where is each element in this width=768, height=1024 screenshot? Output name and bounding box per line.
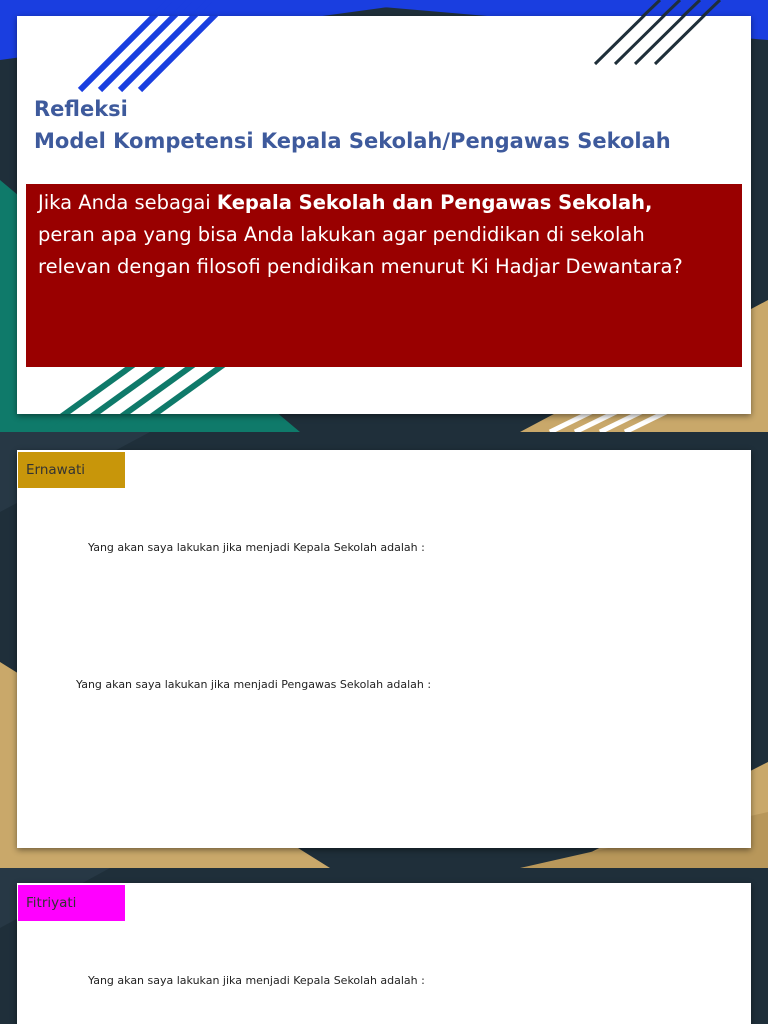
slide-ernawati	[0, 432, 768, 868]
question-line-1-bold: Kepala Sekolah dan Pengawas Sekolah,	[216, 191, 653, 214]
slide-card	[17, 450, 751, 848]
reflection-question-box	[26, 184, 742, 367]
prompt-kepala-sekolah: Yang akan saya lakukan jika menjadi Kepala Sekolah adalah :	[88, 974, 425, 987]
prompt-kepala-sekolah: Yang akan saya lakukan jika menjadi Kepala Sekolah adalah :	[88, 541, 425, 554]
slide-reflection	[0, 0, 768, 432]
question-line-2: peran apa yang bisa Anda lakukan agar pendidikan di sekolah	[38, 223, 645, 246]
slide-card	[17, 883, 751, 1024]
slide-title: Refleksi	[34, 97, 128, 121]
name-tag: Fitriyati	[18, 885, 125, 921]
slide-fitriyati	[0, 868, 768, 1024]
question-line-1-plain: Jika Anda sebagai	[38, 191, 217, 214]
slide-subtitle: Model Kompetensi Kepala Sekolah/Pengawas Sekolah	[34, 129, 671, 153]
question-line-1	[38, 187, 742, 219]
question-line-3: relevan dengan filosofi pendidikan menurut Ki Hadjar Dewantara?	[38, 255, 683, 278]
name-tag: Ernawati	[18, 452, 125, 488]
prompt-pengawas-sekolah: Yang akan saya lakukan jika menjadi Pengawas Sekolah adalah :	[76, 678, 432, 691]
